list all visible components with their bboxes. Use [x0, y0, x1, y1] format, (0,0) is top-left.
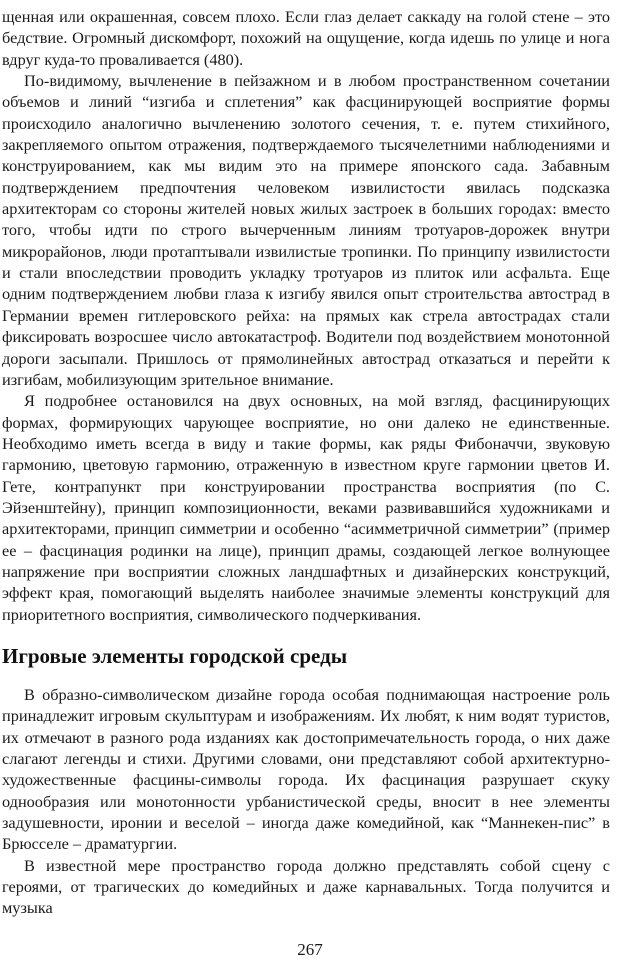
paragraph-continued: щенная или окрашенная, совсем плохо. Если глаз делает саккаду на голой стене – это бедствие. Огромный дискомфорт, похожий на ощущение, когда идешь по улице и нога вдруг куда-то проваливается (480).: [2, 7, 610, 69]
section-heading: Игровые элементы городской среды: [2, 643, 348, 668]
paragraph-city-stage: В известной мере пространство города должно представлять собой сцену с героями, от трагических до комедийных и даже карнавальных. Тогда получится и музыка: [2, 855, 610, 918]
page-number: 267: [297, 940, 323, 959]
paragraph-curvature: По-видимому, вычленение в пейзажном и в любом пространственном сочетании объемов и линий “изгиба и сплетения” как фасцинирующей восприятие формы происходило аналогично вычленению золотого сечения, т. е. путем стихийного, закрепляемого опытом отражения, подтверждаемого тысячелетними наблюдениями и конструированием, как мы видим это на примере японского сада. Забавным подтверждением предпочтения человеком извилистости явилась подсказка архитекторам со стороны жителей новых жилых застроек в больших городах: вместо того, чтобы идти по строго вычерченным линиям тротуаров-дорожек внутри микрорайонов, люди протаптывали извилистые тропинки. По принципу извилистости и стали впоследствии проводить укладку тротуаров из плиток или асфальта. Еще одним подтверждением любви глаза к изгибу явился опыт строительства автострад в Германии времен гитлеровского рейха: на прямых как стрела автострадах стали фиксировать возросшее число автокатастроф. Водители под воздействием монотонной дороги засыпали. Пришлось от прямолинейных автострад отказаться и перейти к изгибам, мобилизующим зрительное внимание.: [2, 71, 610, 389]
paragraph-play-sculptures: В образно-символическом дизайне города особая поднимающая настроение роль принадлежит игровым скульптурам и изображениям. Их любят, к ним водят туристов, их отмечают в разного рода изданиях как достопримечательность города, о них даже слагают легенды и стихи. Другими словами, они представляют собой архитектурно-художественные фасцины-символы города. Их фасцинация разрушает скуку однообразия или монотонности урбанистической среды, вносит в нее элементы задушевности, иронии и веселой – иногда даже комедийной, как “Маннекен-пис” в Брюсселе – драматургии.: [2, 684, 610, 854]
paragraph-fascinating-forms: Я подробнее остановился на двух основных, на мой взгляд, фасцинирующих формах, формирующих чарующее восприятие, но они далеко не единственные. Необходимо иметь всегда в виду и такие формы, как ряды Фибоначчи, звуковую гармонию, цветовую гармонию, отраженную в известном круге гармонии цветов И. Гете, контрапункт при конструировании пространства восприятия (по С. Эйзенштейну), принцип композиционности, веками развивавшийся художниками и архитекторами, принцип симметрии и особенно “асимметричной симметрии” (пример ее – фасцинация родинки на лице), принцип драмы, создающей легкое волнующее напряжение при восприятии сложных ландшафтных и дизайнерских конструкций, эффект края, помогающий выделять наиболее значимые элементы конструкций для приоритетного восприятия, символического подчеркивания.: [2, 391, 610, 624]
